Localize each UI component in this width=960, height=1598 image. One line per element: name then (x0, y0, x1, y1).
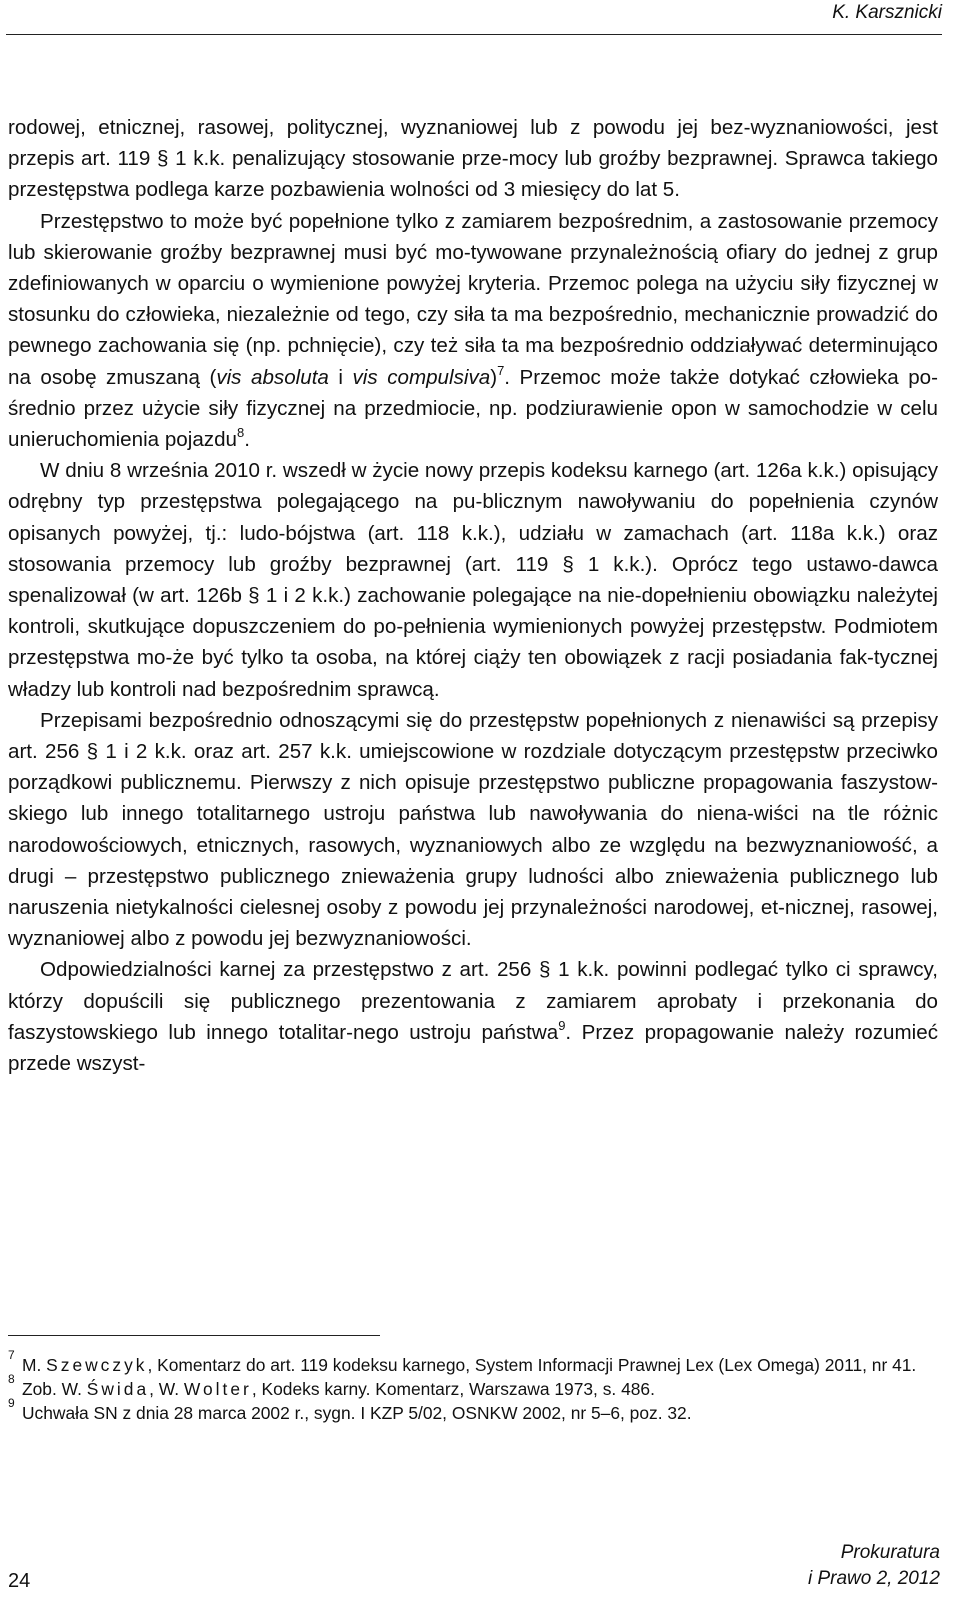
footnote-ref-9[interactable]: 9 (558, 1017, 566, 1033)
journal-name: Prokuratura (840, 1542, 940, 1563)
paragraph-2-text-a: Przestępstwo to może być popełnione tylko z zamiarem bezpośrednim, a zastosowanie przemocy lub skierowanie groźby bezprawnej musi być mo-tywowane przynależnością ofiary do jednej z grup zdefiniowanych w oparciu o wymienione powyżej kryteria. Przemoc polega na użyciu siły fizycznej w stosunku do człowieka, niezależnie od tego, czy siła ta ma bezpośrednio, mechanicznie prowadzić do pewnego zachowania się (np. pchnięcie), czy też siła ta ma bezpośrednio oddziaływać determinująco na osobę zmuszaną ( (8, 209, 938, 389)
running-head: K. Karsznicki (832, 2, 942, 23)
footnote-ref-7[interactable]: 7 (497, 362, 505, 378)
footnote-ref-8[interactable]: 8 (236, 425, 245, 441)
footnote-text: Zob. W. (22, 1379, 87, 1399)
paragraph-5-text-b: . Przez propagowanie należy rozumieć przede wszyst- (8, 1020, 938, 1076)
footnote-9 (8, 1396, 938, 1425)
paragraph-3: W dniu 8 września 2010 r. wszedł w życie nowy przepis kodeksu karnego (art. 126a k.k.) opisujący odrębny typ przestępstwa polegającego na pu-blicznym nawoływaniu do popełnienia czynów opisanych powyżej, tj.: ludo-bójstwa (art. 118 k.k.), udziału w zamachach (art. 118a k.k.) oraz stosowania przemocy lub groźby bezprawnej (art. 119 § 1 k.k.). Oprócz tego ustawo-dawca spenalizował (w art. 126b § 1 i 2 k.k.) zachowanie polegające na nie-dopełnieniu obowiązku należytej kontroli, skutkujące dopuszczeniem do po-pełnienia wymienionych powyżej przestępstw. Podmiotem przestępstwa mo-że być tylko ta osoba, na której ciąży ten obowiązek z racji posiadania fak-tycznej władzy lub kontroli nad bezpośrednim sprawcą. (8, 459, 938, 701)
latin-term-vis-compulsiva: vis compulsiva (352, 365, 491, 389)
paragraph-2-text-c: . Przemoc może także dotykać człowieka po-średnio przez użycie siły fizycznej na przedmiocie, np. podziurawienie opon w samochodzie w celu unieruchomienia pojazdu (8, 365, 938, 452)
paragraph-2-text-b: ) (490, 365, 498, 389)
footnote-7 (8, 1348, 938, 1377)
latin-term-vis-absoluta: vis absoluta (216, 365, 329, 389)
paragraph-5-text-a: Odpowiedzialności karnej za przestępstwo z art. 256 § 1 k.k. powinni podlegać tylko ci sprawcy, którzy dopuścili się publicznego prezentowania z zamiarem aprobaty i przekonania do faszystowskiego lub innego totalitar-nego ustroju państwa (8, 958, 938, 1044)
paragraph-1: rodowej, etnicznej, rasowej, politycznej, wyznaniowej lub z powodu jej bez-wyznaniowości, jest przepis art. 119 § 1 k.k. penalizujący stosowanie prze-mocy lub groźby bezprawnej. Sprawca takiego przestępstwa podlega karze pozbawienia wolności od 3 miesięcy do lat 5. (8, 116, 938, 202)
footnote-text: , W. (149, 1379, 184, 1399)
paragraph-2-text-d: . (244, 428, 250, 452)
footnotes (8, 1348, 938, 1425)
footnote-number: 7 (8, 1348, 15, 1362)
journal-title (808, 1540, 940, 1592)
header-rule (6, 34, 942, 35)
paragraph-2-conjunction: i (328, 365, 353, 389)
paragraph-4: Przepisami bezpośrednio odnoszącymi się do przestępstw popełnionych z nienawiści są przepisy art. 256 § 1 i 2 k.k. oraz art. 257 k.k. umiejscowione w rozdziale dotyczącym przestępstw przeciwko porządkowi publicznemu. Pierwszy z nich opisuje przestępstwo publiczne propagowania faszystow-skiego lub innego totalitarnego ustroju państwa lub nawoływania do niena-wiści na tle różnic narodowościowych, etnicznych, rasowych, wyznaniowych albo ze względu na bezwyznaniowość, a drugi – przestępstwo publicznego znieważenia grupy ludności albo znieważenia publicznego lub naruszenia nietykalności cielesnej osoby z powodu jej przynależności narodowej, et-nicznej, rasowej, wyznaniowej albo z powodu jej bezwyznaniowości. (8, 708, 938, 951)
footnote-8 (8, 1372, 938, 1401)
page-number: 24 (8, 1570, 31, 1592)
footnote-author: Szewczyk (46, 1355, 148, 1375)
footnote-separator (8, 1335, 380, 1336)
footnote-text: M. (22, 1355, 47, 1375)
footnote-text: , Komentarz do art. 119 kodeksu karnego, System Informacji Prawnej Lex (Lex Omega) 2011, nr 41. (147, 1355, 917, 1375)
footnote-author: Wolter (183, 1379, 252, 1399)
paragraph-5 (8, 954, 938, 1079)
footnote-number: 8 (8, 1372, 15, 1386)
paragraph-2 (8, 206, 938, 456)
footnote-text: Uchwała SN z dnia 28 marca 2002 r., sygn. I KZP 5/02, OSNKW 2002, nr 5–6, poz. 32. (22, 1403, 692, 1423)
footnote-number: 9 (8, 1396, 15, 1410)
journal-issue: i Prawo 2, 2012 (807, 1568, 940, 1589)
footnote-text: , Kodeks karny. Komentarz, Warszawa 1973, s. 486. (251, 1379, 655, 1399)
footnote-author: Świda (86, 1379, 150, 1399)
body-text (8, 112, 938, 1079)
